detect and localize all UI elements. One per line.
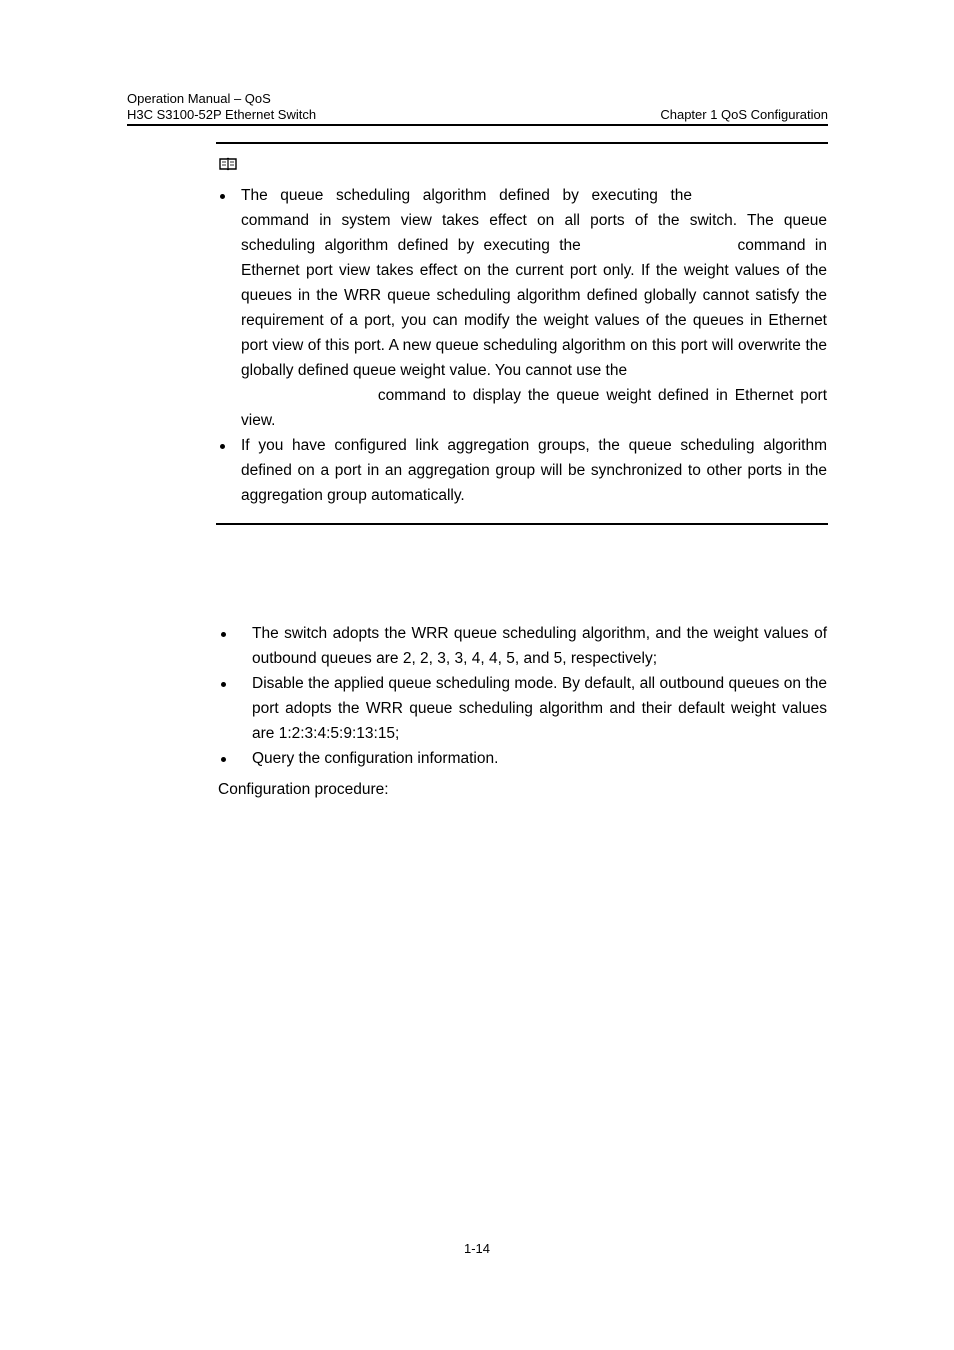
header-divider [127, 124, 828, 126]
requirement-item: The switch adopts the WRR queue scheduling algorithm, and the weight values of outbound queues are 2, 2, 3, 3, 4, 4, 5, and 5, respectively; [252, 621, 827, 671]
product-name: H3C S3100-52P Ethernet Switch [127, 107, 317, 122]
note-item [241, 183, 827, 433]
note-item: If you have configured link aggregation groups, the queue scheduling algorithm defined on a port in an aggregation group will be synchronized to other ports in the aggregation group automatically. [241, 433, 827, 508]
chapter-title: Chapter 1 QoS Configuration [660, 107, 828, 122]
config-procedure-label: Configuration procedure: [218, 781, 389, 798]
book-icon [219, 157, 237, 171]
note-item1-text-c: command in Ethernet port view takes effect on the current port only. If the weight values of the queues in the WRR queue scheduling algorithm defined globally cannot satisfy the requirement of a port, you can modify the weight values of the queues in Ethernet port view of this port. A new queue scheduling algorithm on this port will overwrite the globally defined queue weight value. You cannot use the [241, 237, 827, 379]
note-item1-text-a: The queue scheduling algorithm defined by executing the [241, 187, 692, 204]
requirement-item: Disable the applied queue scheduling mode. By default, all outbound queues on the port adopts the WRR queue scheduling algorithm and their default weight values are 1:2:3:4:5:9:13:15; [252, 671, 827, 746]
note-item1-text-d: command to display the queue weight defined in Ethernet port view. [241, 387, 827, 429]
manual-title: Operation Manual – QoS [127, 91, 271, 106]
note-top-divider [216, 142, 828, 144]
note-item1-text-b: command in system view takes effect on all ports of the switch. The queue scheduling algorithm defined by executing the [241, 212, 827, 254]
page-number: 1-14 [463, 1241, 491, 1256]
header-left [127, 91, 316, 123]
note-bottom-divider [216, 523, 828, 525]
note-list [241, 183, 827, 508]
requirements-list [252, 621, 827, 771]
requirement-item: Query the configuration information. [252, 746, 827, 771]
